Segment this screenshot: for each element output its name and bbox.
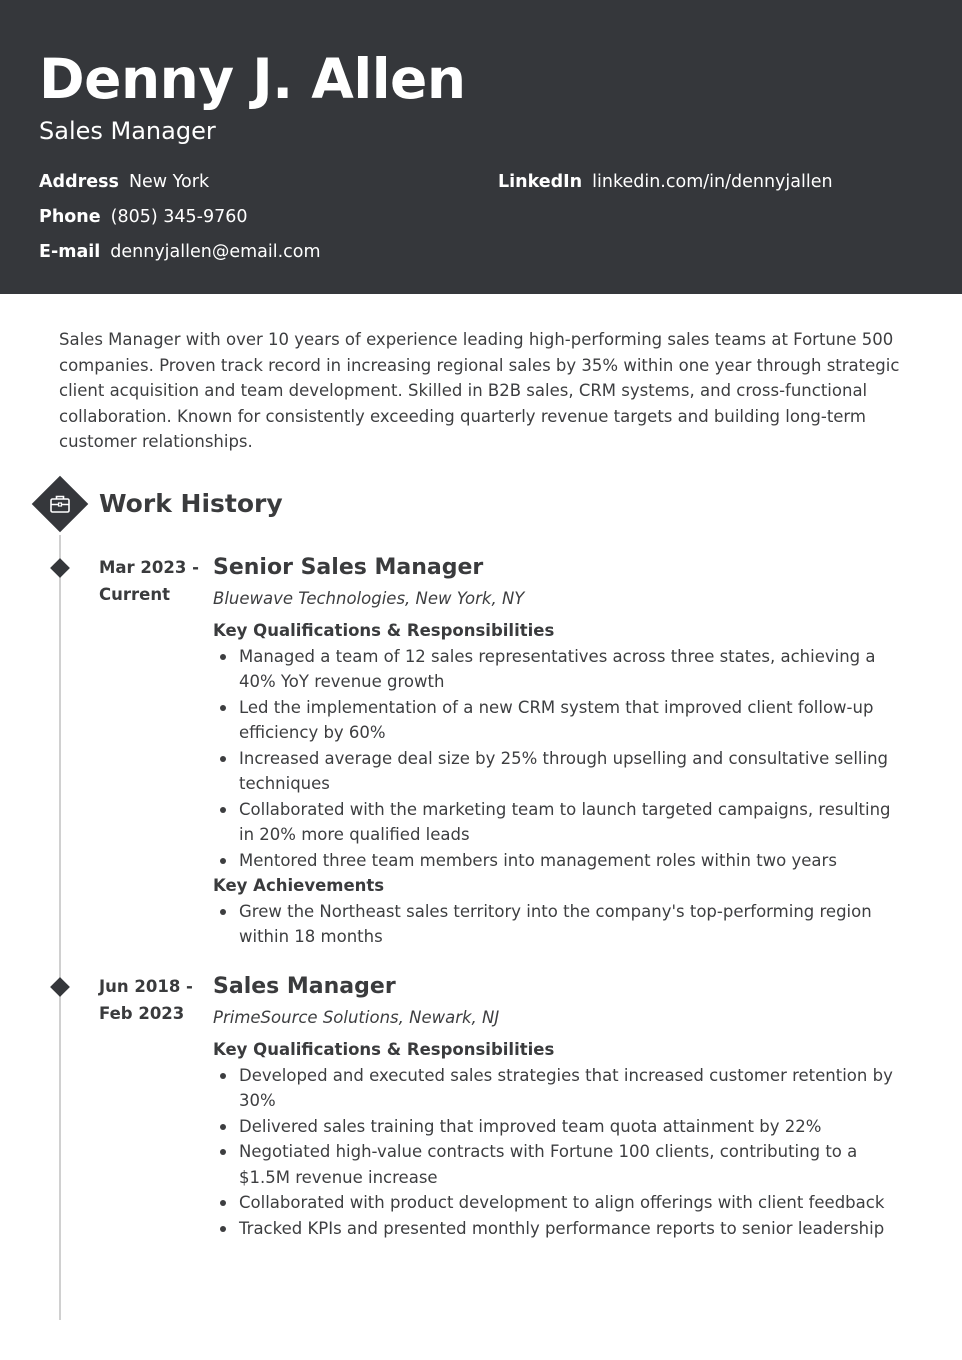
list-item: Managed a team of 12 sales representatives across three states, achieving a 40% YoY revenue growth bbox=[213, 644, 903, 695]
job-date-start: Mar 2023 - bbox=[99, 558, 199, 577]
responsibilities-list bbox=[213, 1063, 903, 1242]
job-entry bbox=[213, 972, 903, 1241]
section-title-work-history: Work History bbox=[99, 489, 283, 518]
contact-email-label: E-mail bbox=[39, 242, 101, 262]
responsibilities-list bbox=[213, 644, 903, 874]
list-item: Tracked KPIs and presented monthly performance reports to senior leadership bbox=[213, 1216, 903, 1242]
timeline-marker bbox=[50, 977, 70, 997]
list-item: Delivered sales training that improved team quota attainment by 22% bbox=[213, 1114, 903, 1140]
contact-phone-value: (805) 345-9760 bbox=[110, 207, 248, 227]
list-item: Developed and executed sales strategies that increased customer retention by 30% bbox=[213, 1063, 903, 1114]
list-item: Collaborated with product development to align offerings with client feedback bbox=[213, 1190, 903, 1216]
job-dates bbox=[99, 555, 199, 608]
list-item: Negotiated high-value contracts with Fortune 100 clients, contributing to a $1.5M revenue increase bbox=[213, 1139, 903, 1190]
timeline-marker bbox=[50, 558, 70, 578]
contact-address-label: Address bbox=[39, 172, 119, 192]
job-entry bbox=[213, 553, 903, 950]
job-date-start: Jun 2018 - bbox=[99, 977, 193, 996]
contact-linkedin bbox=[498, 170, 833, 194]
list-item: Grew the Northeast sales territory into the company's top-performing region within 18 months bbox=[213, 899, 903, 950]
contact-email bbox=[39, 240, 321, 264]
job-dates bbox=[99, 974, 199, 1027]
qualifications-heading: Key Qualifications & Responsibilities bbox=[213, 621, 555, 640]
list-item: Collaborated with the marketing team to launch targeted campaigns, resulting in 20% more qualified leads bbox=[213, 797, 903, 848]
candidate-title: Sales Manager bbox=[39, 117, 216, 145]
job-date-end: Current bbox=[99, 584, 170, 604]
profile-summary: Sales Manager with over 10 years of experience leading high-performing sales teams at Fortune 500 companies. Proven track record in increasing regional sales by 35% within one year through strategic client acquisition and team development. Skilled in B2B sales, CRM systems, and cross-functional collaboration. Known for consistently exceeding quarterly revenue targets and building long-term customer relationships. bbox=[59, 330, 900, 451]
qualifications-heading: Key Qualifications & Responsibilities bbox=[213, 1040, 555, 1059]
list-item: Mentored three team members into management roles within two years bbox=[213, 848, 903, 874]
contact-email-value[interactable]: dennyjallen@email.com bbox=[110, 242, 321, 262]
job-date-end: Feb 2023 bbox=[99, 1003, 185, 1023]
contact-phone bbox=[39, 205, 248, 229]
achievements-list bbox=[213, 899, 903, 950]
job-company: PrimeSource Solutions, Newark, NJ bbox=[213, 1008, 500, 1027]
briefcase-icon bbox=[45, 489, 75, 519]
candidate-name: Denny J. Allen bbox=[39, 47, 466, 111]
list-item: Led the implementation of a new CRM system that improved client follow-up efficiency by 60% bbox=[213, 695, 903, 746]
contact-linkedin-value[interactable]: linkedin.com/in/dennyjallen bbox=[592, 172, 833, 192]
resume-header bbox=[0, 0, 962, 294]
job-title: Senior Sales Manager bbox=[213, 555, 484, 580]
contact-phone-label: Phone bbox=[39, 207, 101, 227]
job-company: Bluewave Technologies, New York, NY bbox=[213, 589, 525, 608]
achievements-heading: Key Achievements bbox=[213, 876, 385, 895]
timeline-line bbox=[59, 535, 61, 1320]
job-title: Sales Manager bbox=[213, 974, 396, 999]
list-item: Increased average deal size by 25% through upselling and consultative selling techniques bbox=[213, 746, 903, 797]
contact-address bbox=[39, 170, 209, 194]
contact-address-value: New York bbox=[128, 172, 210, 192]
contact-linkedin-label: LinkedIn bbox=[498, 172, 583, 192]
